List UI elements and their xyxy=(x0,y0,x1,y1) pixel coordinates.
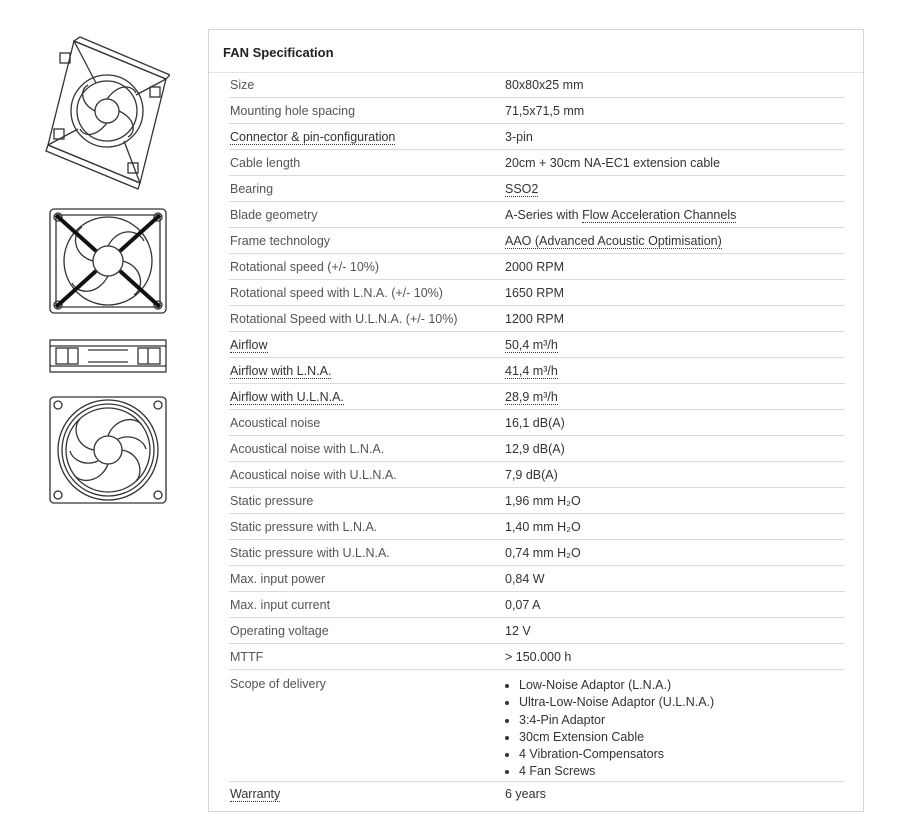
spec-row xyxy=(229,228,845,254)
spec-value-link[interactable]: SSO2 xyxy=(505,181,539,196)
fan-front-drawing xyxy=(48,207,170,317)
spec-row xyxy=(229,176,845,202)
spec-row xyxy=(229,358,845,384)
spec-value: 1650 RPM xyxy=(505,280,845,306)
spec-value xyxy=(505,358,845,384)
spec-row xyxy=(229,332,845,358)
spec-value: 0,07 A xyxy=(505,592,845,618)
spec-row xyxy=(229,124,845,150)
spec-label xyxy=(229,124,505,150)
spec-value: 7,9 dB(A) xyxy=(505,462,845,488)
spec-row-warranty xyxy=(229,781,845,807)
spec-label: Rotational Speed with U.L.N.A. (+/- 10%) xyxy=(229,306,505,332)
spec-label: Mounting hole spacing xyxy=(229,98,505,124)
spec-value xyxy=(505,228,845,254)
spec-label xyxy=(229,332,505,358)
spec-row xyxy=(229,618,845,644)
spec-label: Cable length xyxy=(229,150,505,176)
spec-value-link[interactable]: Flow Acceleration Channels xyxy=(582,207,737,222)
spec-row xyxy=(229,566,845,592)
scope-of-delivery-list xyxy=(505,677,845,781)
spec-row xyxy=(229,384,845,410)
spec-row xyxy=(229,644,845,670)
spec-value xyxy=(505,332,845,358)
warranty-link[interactable]: Warranty xyxy=(230,787,281,802)
spec-row xyxy=(229,280,845,306)
spec-label: Acoustical noise with U.L.N.A. xyxy=(229,462,505,488)
spec-label xyxy=(229,358,505,384)
spec-label: Static pressure with U.L.N.A. xyxy=(229,540,505,566)
fan-isometric-drawing xyxy=(44,33,170,191)
spec-label: Size xyxy=(229,72,505,98)
spec-value: 80x80x25 mm xyxy=(505,72,845,98)
spec-value: 1,40 mm H₂O xyxy=(505,514,845,540)
list-item: • 30cm Extension Cable xyxy=(519,729,845,746)
spec-row xyxy=(229,72,845,98)
fan-back-drawing xyxy=(48,395,170,507)
spec-label: Acoustical noise xyxy=(229,410,505,436)
spec-label: Rotational speed (+/- 10%) xyxy=(229,254,505,280)
spec-row xyxy=(229,488,845,514)
spec-label: MTTF xyxy=(229,644,505,670)
spec-value: 6 years xyxy=(505,787,546,802)
spec-value: 16,1 dB(A) xyxy=(505,410,845,436)
spec-row-scope-of-delivery xyxy=(229,670,845,782)
spec-value: 0,74 mm H₂O xyxy=(505,540,845,566)
spec-value xyxy=(505,176,845,202)
spec-label: Operating voltage xyxy=(229,618,505,644)
spec-value: 3-pin xyxy=(505,124,845,150)
spec-label: Bearing xyxy=(229,176,505,202)
list-item: • 3:4-Pin Adaptor xyxy=(519,712,845,729)
spec-value-link[interactable]: 28,9 m³/h xyxy=(505,389,558,404)
spec-label: Max. input power xyxy=(229,566,505,592)
spec-label: Scope of delivery xyxy=(229,670,505,782)
spec-value: 2000 RPM xyxy=(505,254,845,280)
spec-label-link[interactable]: Connector & pin-configuration xyxy=(230,129,396,144)
spec-label xyxy=(229,781,505,807)
panel-title: FAN Specification xyxy=(223,45,334,60)
spec-row xyxy=(229,540,845,566)
spec-row xyxy=(229,202,845,228)
spec-label-link[interactable]: Airflow with U.L.N.A. xyxy=(230,389,344,404)
spec-value: 0,84 W xyxy=(505,566,845,592)
fan-side-drawing xyxy=(48,336,170,376)
spec-value: 71,5x71,5 mm xyxy=(505,98,845,124)
spec-row xyxy=(229,410,845,436)
spec-value-link[interactable]: AAO (Advanced Acoustic Optimisation) xyxy=(505,233,722,248)
spec-row xyxy=(229,306,845,332)
spec-value xyxy=(505,384,845,410)
spec-label: Blade geometry xyxy=(229,202,505,228)
spec-value-link[interactable]: 50,4 m³/h xyxy=(505,337,558,352)
list-item: • 4 Fan Screws xyxy=(519,763,845,780)
spec-label: Static pressure xyxy=(229,488,505,514)
spec-row xyxy=(229,150,845,176)
spec-value: > 150.000 h xyxy=(505,644,845,670)
spec-table xyxy=(229,72,845,807)
spec-label: Frame technology xyxy=(229,228,505,254)
spec-value-text: A-Series with xyxy=(505,207,583,222)
spec-value: 12,9 dB(A) xyxy=(505,436,845,462)
spec-row xyxy=(229,592,845,618)
spec-value xyxy=(505,670,845,782)
spec-row xyxy=(229,462,845,488)
spec-row xyxy=(229,436,845,462)
spec-value: 1,96 mm H₂O xyxy=(505,488,845,514)
spec-value-link[interactable]: 41,4 m³/h xyxy=(505,363,558,378)
fan-specification-panel xyxy=(208,29,864,812)
spec-value: 20cm + 30cm NA-EC1 extension cable xyxy=(505,150,845,176)
spec-label: Max. input current xyxy=(229,592,505,618)
spec-row xyxy=(229,98,845,124)
list-item: • Low-Noise Adaptor (L.N.A.) xyxy=(519,677,845,694)
spec-label: Static pressure with L.N.A. xyxy=(229,514,505,540)
spec-value: 1200 RPM xyxy=(505,306,845,332)
spec-row xyxy=(229,514,845,540)
spec-label xyxy=(229,384,505,410)
list-item: • Ultra-Low-Noise Adaptor (U.L.N.A.) xyxy=(519,694,845,711)
spec-label: Acoustical noise with L.N.A. xyxy=(229,436,505,462)
spec-value xyxy=(505,202,845,228)
spec-label-link[interactable]: Airflow xyxy=(230,337,268,352)
spec-label-link[interactable]: Airflow with L.N.A. xyxy=(230,363,332,378)
list-item: • 4 Vibration-Compensators xyxy=(519,746,845,763)
spec-label: Rotational speed with L.N.A. (+/- 10%) xyxy=(229,280,505,306)
spec-value: 12 V xyxy=(505,618,845,644)
spec-row xyxy=(229,254,845,280)
